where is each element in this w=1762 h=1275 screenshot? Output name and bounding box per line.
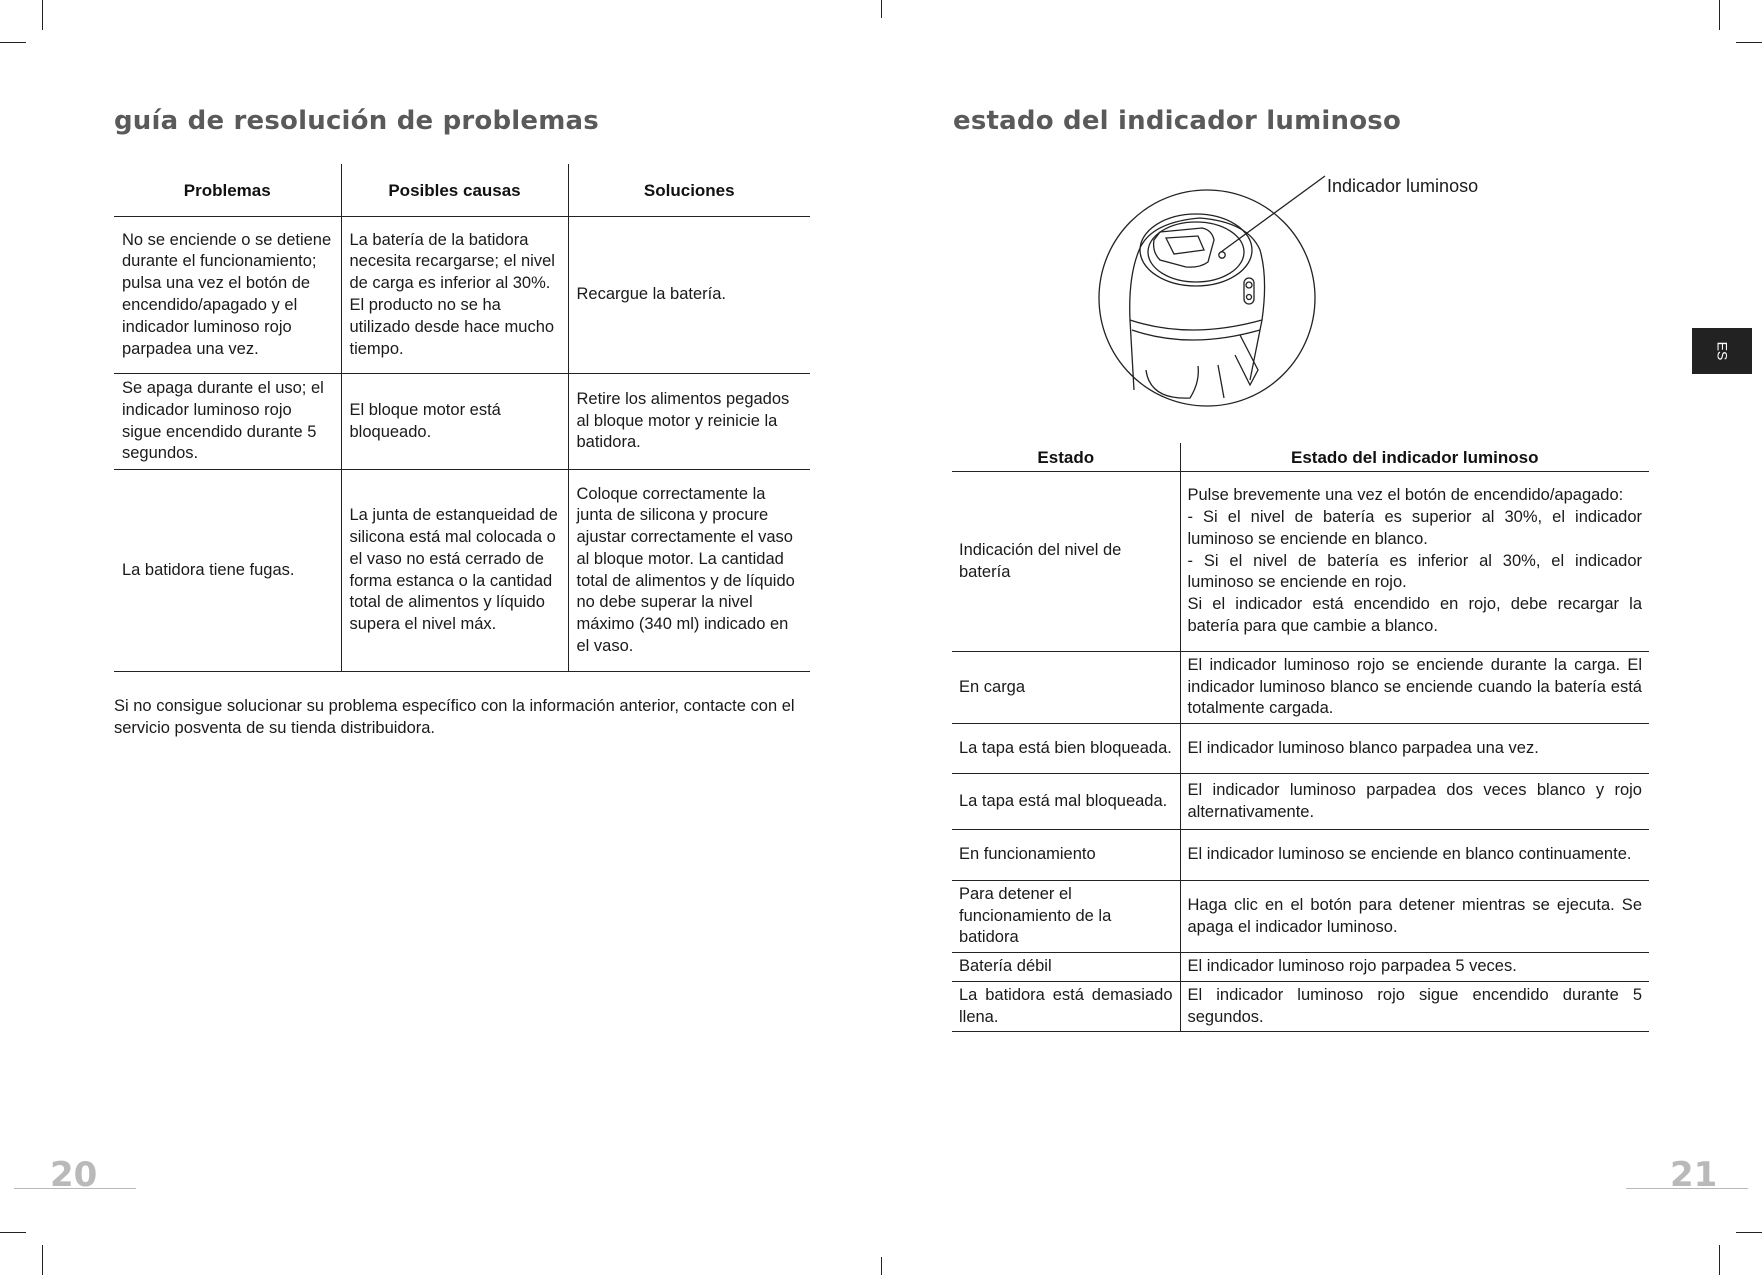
crop-mark bbox=[42, 0, 43, 30]
indicator-cell: El indicador luminoso rojo se enciende durante la carga. El indicador luminoso blanco se enciende cuando la batería está totalmente cargada. bbox=[1180, 652, 1649, 724]
state-cell: Batería débil bbox=[952, 953, 1180, 982]
state-cell: Indicación del nivel de batería bbox=[952, 472, 1180, 652]
indicator-cell: Pulse brevemente una vez el botón de encendido/apagado: - Si el nivel de batería es superior al 30%, el indicador luminoso se enciende en blanco. - Si el nivel de batería es inferior al 30%, el indicador luminoso se enciende en rojo. Si el indicador está encendido en rojo, debe recargar la batería para que cambie a blanco. bbox=[1180, 472, 1649, 652]
indicator-cell: El indicador luminoso rojo parpadea 5 veces. bbox=[1180, 953, 1649, 982]
table-row bbox=[952, 953, 1649, 982]
table-row bbox=[952, 982, 1649, 1032]
problem-cell: Se apaga durante el uso; el indicador luminoso rojo sigue encendido durante 5 segundos. bbox=[114, 374, 341, 470]
language-tab-label: ES bbox=[1714, 341, 1730, 361]
callout-line bbox=[1221, 176, 1325, 252]
indicator-status-table bbox=[952, 443, 1649, 1032]
indicator-cell: Haga clic en el botón para detener mientras se ejecuta. Se apaga el indicador luminoso. bbox=[1180, 881, 1649, 953]
problem-cell: La batidora tiene fugas. bbox=[114, 470, 341, 672]
indicator-cell: El indicador luminoso parpadea dos veces blanco y rojo alternativamente. bbox=[1180, 774, 1649, 830]
state-cell: En funcionamiento bbox=[952, 830, 1180, 881]
page-number-right: 21 bbox=[1670, 1155, 1718, 1195]
right-page-title: estado del indicador luminoso bbox=[953, 106, 1402, 136]
solution-cell: Recargue la batería. bbox=[568, 217, 810, 374]
state-cell: Para detener el funcionamiento de la batidora bbox=[952, 881, 1180, 953]
crop-mark bbox=[0, 1232, 26, 1233]
language-tab bbox=[1692, 328, 1752, 374]
blender-indicator-illustration bbox=[1090, 170, 1340, 415]
crop-mark bbox=[42, 1245, 43, 1275]
table-row bbox=[952, 774, 1649, 830]
solution-cell: Retire los alimentos pegados al bloque motor y reinicie la batidora. bbox=[568, 374, 810, 470]
crop-mark bbox=[1736, 1232, 1762, 1233]
column-header-indicator-state: Estado del indicador luminoso bbox=[1180, 443, 1649, 472]
table-row bbox=[114, 217, 810, 374]
indicator-led bbox=[1219, 252, 1225, 258]
table-row bbox=[952, 724, 1649, 774]
problem-cell: No se enciende o se detiene durante el funcionamiento; pulsa una vez el botón de encendido/apagado y el indicador luminoso rojo parpadea una vez. bbox=[114, 217, 341, 374]
crop-mark bbox=[1719, 1245, 1720, 1275]
state-cell: La tapa está bien bloqueada. bbox=[952, 724, 1180, 774]
column-header-state: Estado bbox=[952, 443, 1180, 472]
state-cell: La tapa está mal bloqueada. bbox=[952, 774, 1180, 830]
column-header-solutions: Soluciones bbox=[568, 164, 810, 217]
column-header-problems: Problemas bbox=[114, 164, 341, 217]
crop-mark bbox=[881, 1257, 882, 1275]
crop-mark bbox=[1736, 42, 1762, 43]
page-number-left: 20 bbox=[50, 1155, 98, 1195]
troubleshooting-table bbox=[114, 164, 810, 672]
table-row bbox=[952, 652, 1649, 724]
table-row bbox=[114, 374, 810, 470]
left-page-title: guía de resolución de problemas bbox=[114, 106, 599, 136]
table-row bbox=[114, 470, 810, 672]
cause-cell: La batería de la batidora necesita recargarse; el nivel de carga es inferior al 30%. El producto no se ha utilizado desde hace mucho tiempo. bbox=[341, 217, 568, 374]
table-header-row bbox=[952, 443, 1649, 472]
column-header-causes: Posibles causas bbox=[341, 164, 568, 217]
cause-cell: El bloque motor está bloqueado. bbox=[341, 374, 568, 470]
table-row bbox=[952, 881, 1649, 953]
contact-note: Si no consigue solucionar su problema específico con la información anterior, contacte con el servicio posventa de su tienda distribuidora. bbox=[114, 697, 795, 737]
state-cell: En carga bbox=[952, 652, 1180, 724]
indicator-cell: El indicador luminoso se enciende en blanco continuamente. bbox=[1180, 830, 1649, 881]
solution-cell: Coloque correctamente la junta de silicona y procure ajustar correctamente el vaso al bloque motor. La cantidad total de alimentos y de líquido no debe superar la nivel máximo (340 ml) indicado en el vaso. bbox=[568, 470, 810, 672]
table-row bbox=[952, 830, 1649, 881]
indicator-cell: El indicador luminoso blanco parpadea una vez. bbox=[1180, 724, 1649, 774]
indicator-cell: El indicador luminoso rojo sigue encendido durante 5 segundos. bbox=[1180, 982, 1649, 1032]
crop-mark bbox=[881, 0, 882, 18]
crop-mark bbox=[1719, 0, 1720, 30]
table-header-row bbox=[114, 164, 810, 217]
crop-mark bbox=[0, 42, 26, 43]
state-cell: La batidora está demasiado llena. bbox=[952, 982, 1180, 1032]
table-row bbox=[952, 472, 1649, 652]
cause-cell: La junta de estanqueidad de silicona está mal colocada o el vaso no está cerrado de forma estanca o la cantidad total de alimentos y líquido supera el nivel máx. bbox=[341, 470, 568, 672]
indicator-callout-label: Indicador luminoso bbox=[1327, 176, 1479, 196]
